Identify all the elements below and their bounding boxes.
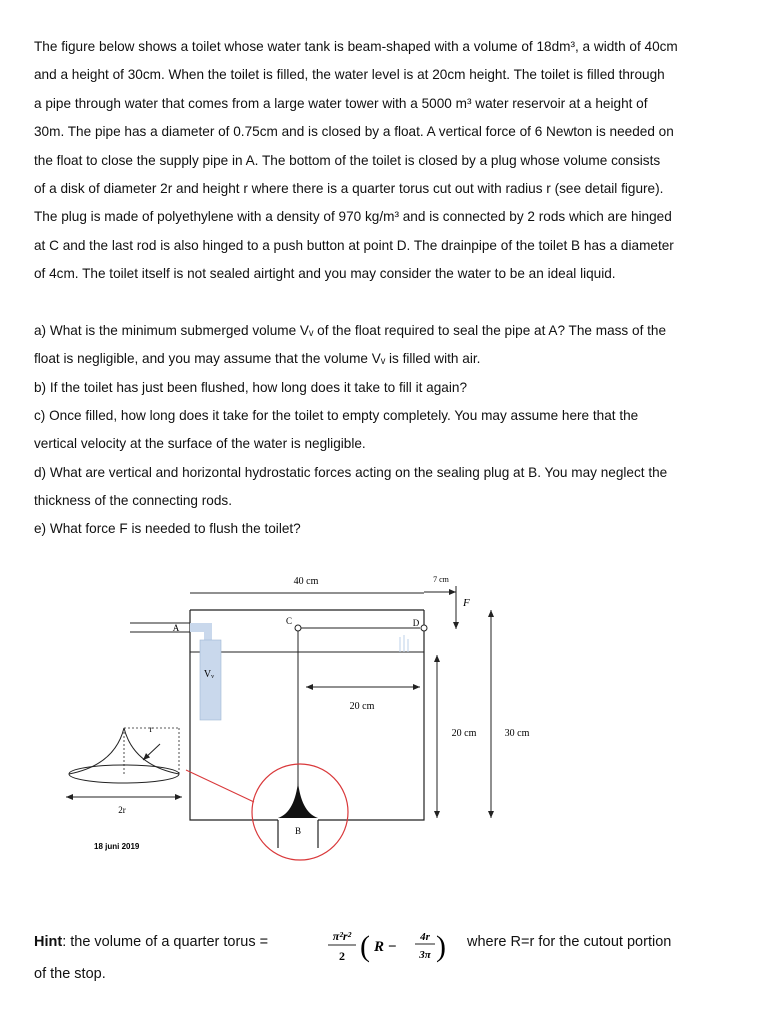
label-C: C [285,616,293,626]
hint-where: where R=r for the cutout portion [467,934,672,950]
float-label: Vᵥ [203,669,215,680]
plug [278,782,318,818]
formula-num: π²r² [332,929,352,943]
plug-detail [66,724,182,815]
intro-line: at C and the last rod is also hinged to a push button at point D. The drainpipe of the toilet B has a diameter [34,238,674,253]
question-line: d) What are vertical and horizontal hydrostatic forces acting on the sealing plug at B. You may neglect the [34,465,668,480]
tank-height-label: 30 cm [504,728,530,739]
formula-R: R − [374,939,397,955]
question-line: thickness of the connecting rods. [34,493,232,508]
label-r: r [149,724,153,734]
intro-line: and a height of 30cm. When the toilet is filled, the water level is at 20cm height. The toilet is filled through [34,67,665,82]
formula-frac-den: 3π [419,949,431,961]
question-line: c) Once filled, how long does it take for the toilet to empty completely. You may assume here that the [34,408,639,423]
intro-line: of a disk of diameter 2r and height r where there is a quarter torus cut out with radius r (see detail figure). [34,181,664,196]
water-height-label: 20 cm [451,728,477,739]
question-line: a) What is the minimum submerged volume Vᵥ of the float required to seal the pipe at A? The mass of the [34,323,667,338]
intro-line: The plug is made of polyethylene with a density of 970 kg/m³ and is connected by 2 rods which are hinged [34,209,672,224]
intro-line: 30m. The pipe has a diameter of 0.75cm and is closed by a float. A vertical force of 6 Newton is needed on [34,124,674,139]
label-2r: 2r [118,805,126,815]
date-label: 18 juni 2019 [94,842,140,851]
water-width-label: 20 cm [349,701,375,712]
hint-continuation: of the stop. [34,966,106,982]
hint-label: Hint [34,934,63,950]
intro-line: of 4cm. The toilet itself is not sealed airtight and you may consider the water to be an ideal liquid. [34,266,616,281]
detail-pointer [186,770,254,802]
question-line: e) What force F is needed to flush the toilet? [34,521,301,536]
intro-line: the float to close the supply pipe in A. The bottom of the toilet is closed by a plug whose volume consists [34,153,661,168]
offset-label: 7 cm [433,575,449,584]
formula-den: 2 [339,949,345,963]
intro-line: The figure below shows a toilet whose water tank is beam-shaped with a volume of 18dm³, a width of 40cm [34,39,678,54]
supply-pipe-bend [190,623,212,640]
label-A: A [172,623,180,633]
question-line: float is negligible, and you may assume that the volume Vᵥ is filled with air. [34,351,481,366]
force-label: F⃗ [463,597,479,609]
svg-text:): ) [436,930,446,963]
torus-formula [324,922,464,978]
question-line: vertical velocity at the surface of the water is negligible. [34,436,366,451]
toilet-tank-figure [0,560,760,880]
label-B: B [294,826,302,836]
hinge-C [295,625,301,631]
hint-text: : the volume of a quarter torus = [62,934,269,950]
width-label: 40 cm [293,576,319,587]
label-D: D [412,618,420,628]
hinge-D [421,625,427,631]
formula-frac-num: 4r [420,931,430,943]
hint [34,934,268,950]
question-line: b) If the toilet has just been flushed, how long does it take to fill it again? [34,380,468,395]
float [200,640,221,720]
intro-line: a pipe through water that comes from a large water tower with a 5000 m³ water reservoir at a height of [34,96,648,111]
svg-text:(: ( [360,930,370,963]
